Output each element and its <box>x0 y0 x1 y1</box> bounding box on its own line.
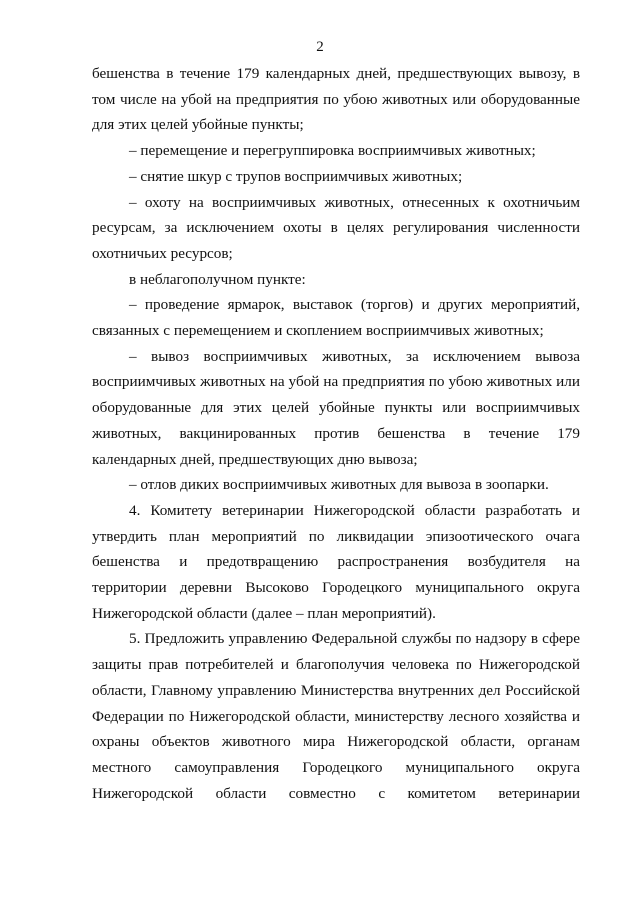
list-item-export: – вывоз восприимчивых животных, за исключением вывоза восприимчивых животных на убой на предприятия по убою животных или оборудованные для этих целей убойные пункты или восприимчивых животных, вакцинированных против бешенства в течение 179 календарных дней, предшествующих дню вывоза; <box>92 347 580 468</box>
subheading-unfavorable-point: в неблагополучном пункте: <box>129 270 306 288</box>
clause-4: 4. Комитету ветеринарии Нижегородской области разработать и утвердить план мероприятий по ликвидации эпизоотического очага бешенства и предотвращению распространения возбудителя на территории деревни Высоково Городецкого муниципального округа Нижегородской области (далее – план мероприятий). <box>92 501 580 622</box>
paragraph-continuation: бешенства в течение 179 календарных дней, предшествующих вывозу, в том числе на убой на предприятия по убою животных или оборудованные для этих целей убойные пункты; <box>92 65 580 134</box>
page-number: 2 <box>316 39 324 55</box>
list-item-hunting: – охоту на восприимчивых животных, отнесенных к охотничьим ресурсам, за исключением охоты в целях регулирования численности охотничьих ресурсов; <box>92 193 580 262</box>
document-body <box>92 61 580 806</box>
list-item-fairs: – проведение ярмарок, выставок (торгов) и других мероприятий, связанных с перемещением и скоплением восприимчивых животных; <box>92 296 580 340</box>
list-item-regrouping: – перемещение и перегруппировка восприимчивых животных; <box>129 142 536 160</box>
clause-5: 5. Предложить управлению Федеральной службы по надзору в сфере защиты прав потребителей и благополучия человека по Нижегородской области, Главному управлению Министерства внутренних дел Российской Федерации по Нижегородской области, министерству лесного хозяйства и охраны объектов животного мира Нижегородской области, органам местного самоуправления Городецкого муниципального округа Нижегородской области совместно с комитетом ветеринарии <box>92 630 580 802</box>
list-item-skinning: – снятие шкур с трупов восприимчивых животных; <box>129 167 463 185</box>
list-item-capture: – отлов диких восприимчивых животных для вывоза в зоопарки. <box>129 476 549 494</box>
